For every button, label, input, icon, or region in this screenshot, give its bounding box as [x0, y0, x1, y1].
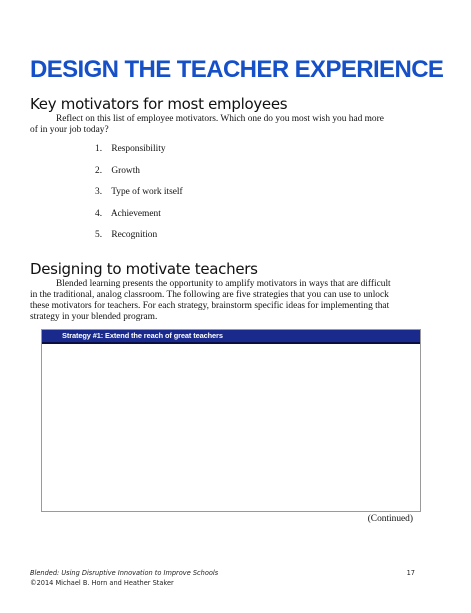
list-item: [95, 166, 183, 188]
intro-text-line: of in your job today?: [30, 125, 109, 135]
page-title: DESIGN THE TEACHER EXPERIENCE: [30, 56, 444, 83]
list-item-label: Recognition: [111, 230, 158, 240]
section-heading-designing: Designing to motivate teachers: [30, 260, 258, 278]
list-item: [95, 209, 183, 231]
continued-label: (Continued): [367, 514, 413, 524]
page-number: 17: [406, 569, 415, 577]
motivators-list: [95, 144, 183, 252]
footer-book-title: Blended: Using Disruptive Innovation to Improve Schools: [30, 569, 219, 577]
list-item: [95, 144, 183, 166]
list-item: [95, 187, 183, 209]
strategy-box-header: Strategy #1: Extend the reach of great teachers: [42, 330, 420, 344]
strategy-writing-area[interactable]: [42, 344, 420, 509]
paragraph-line: in the traditional, analog classroom. The following are five strategies that you can use to unlock: [30, 290, 389, 300]
list-item-label: Type of work itself: [111, 187, 183, 197]
paragraph-line: strategy in your blended program.: [30, 312, 158, 322]
list-item: [95, 230, 183, 252]
list-number: 1.: [95, 144, 103, 154]
section-heading-key-motivators: Key motivators for most employees: [30, 95, 288, 113]
list-number: 4.: [95, 208, 103, 219]
intro-text-line: Reflect on this list of employee motivators. Which one do you most wish you had more: [56, 114, 384, 124]
list-item-label: Growth: [111, 165, 140, 176]
list-number: 2.: [95, 165, 103, 176]
paragraph-line: Blended learning presents the opportunity to amplify motivators in ways that are difficult: [56, 279, 391, 289]
list-number: 3.: [95, 187, 103, 197]
list-number: 5.: [95, 230, 103, 240]
list-item-label: Responsibility: [111, 144, 166, 154]
list-item-label: Achievement: [110, 208, 161, 219]
footer-copyright: ©2014 Michael B. Horn and Heather Staker: [30, 579, 174, 587]
paragraph-line: these motivators for teachers. For each strategy, brainstorm specific ideas for implementing that: [30, 301, 390, 311]
strategy-box: [41, 329, 421, 512]
